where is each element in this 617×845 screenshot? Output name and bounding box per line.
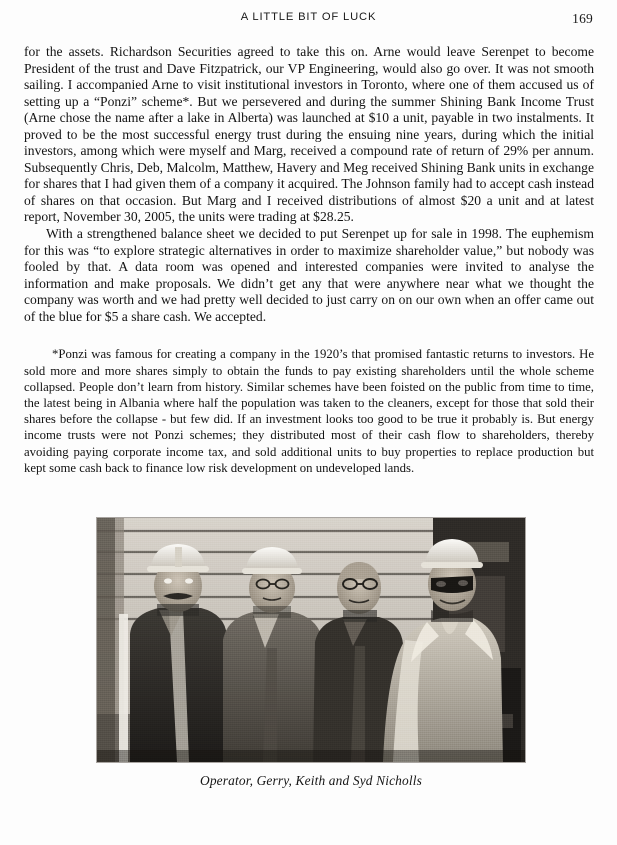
page-number: 169 bbox=[572, 11, 593, 26]
footnote-ponzi: *Ponzi was famous for creating a company in the 1920’s that promised fantastic returns to investors. He sold more and more shares simply to obtain the funds to pay existing shareholders until the whole scheme collapsed. People don’t learn from history. Similar schemes have been foisted on the public from time to time, the latest being in Albania where half the population was taken to the cleaners, except for those that sold their shares before the collapse - but few did. If an investment looks too good to be true it probably is. But energy income trusts were not Ponzi schemes; they distributed most of their cash flow to shareholders, thereby avoiding paying corporate income tax, and sold additional units to buy properties to replace production but kept some cash back to finance low risk development on undeveloped lands. bbox=[24, 347, 594, 475]
figure-caption: Operator, Gerry, Keith and Syd Nicholls bbox=[200, 773, 422, 788]
running-head bbox=[0, 11, 617, 31]
photograph-image bbox=[97, 518, 525, 762]
figure-photograph bbox=[97, 518, 525, 789]
photograph-artwork bbox=[97, 518, 525, 762]
footnote-spacer bbox=[24, 325, 594, 346]
paragraph-2: With a strengthened balance sheet we decided to put Serenpet up for sale in 1998. The euphemism for this was “to explore strategic alternatives in order to maximize shareholder value,” but nobody was fooled by that. A data room was opened and interested companies were invited to analyse the information and make proposals. We didn’t get any that were anywhere near what we thought the company was worth and we had pretty well decided to just carry on on our own when an offer came out of the blue for $5 a share cash. We accepted. bbox=[24, 226, 594, 324]
text-block bbox=[24, 44, 594, 476]
chapter-title: A LITTLE BIT OF LUCK bbox=[240, 11, 377, 23]
paragraph-1: for the assets. Richardson Securities agreed to take this on. Arne would leave Serenpet to become President of the trust and Dave Fitzpatrick, our VP Engineering, would also go over. It was not smooth sailing. I accompanied Arne to visit institutional investors in Toronto, where one of them accused us of setting up a “Ponzi” scheme*. But we persevered and during the summer Shining Bank Income Trust (Arne chose the name after a lake in Alberta) was launched at $10 a unit, payable in two instalments. It proved to be the most successful energy trust during the ensuing nine years, during which the initial investors, among which were myself and Marg, received a compound rate of return of 29% per annum. Subsequently Chris, Deb, Malcolm, Matthew, Havery and Meg received Shining Bank units in exchange for shares that I had given them of a company it acquired. The Johnson family had to accept cash instead of shares on that occasion. But Marg and I received distributions of almost $20 a unit and at latest report, November 30, 2005, the units were trading at $28.25. bbox=[24, 44, 594, 225]
